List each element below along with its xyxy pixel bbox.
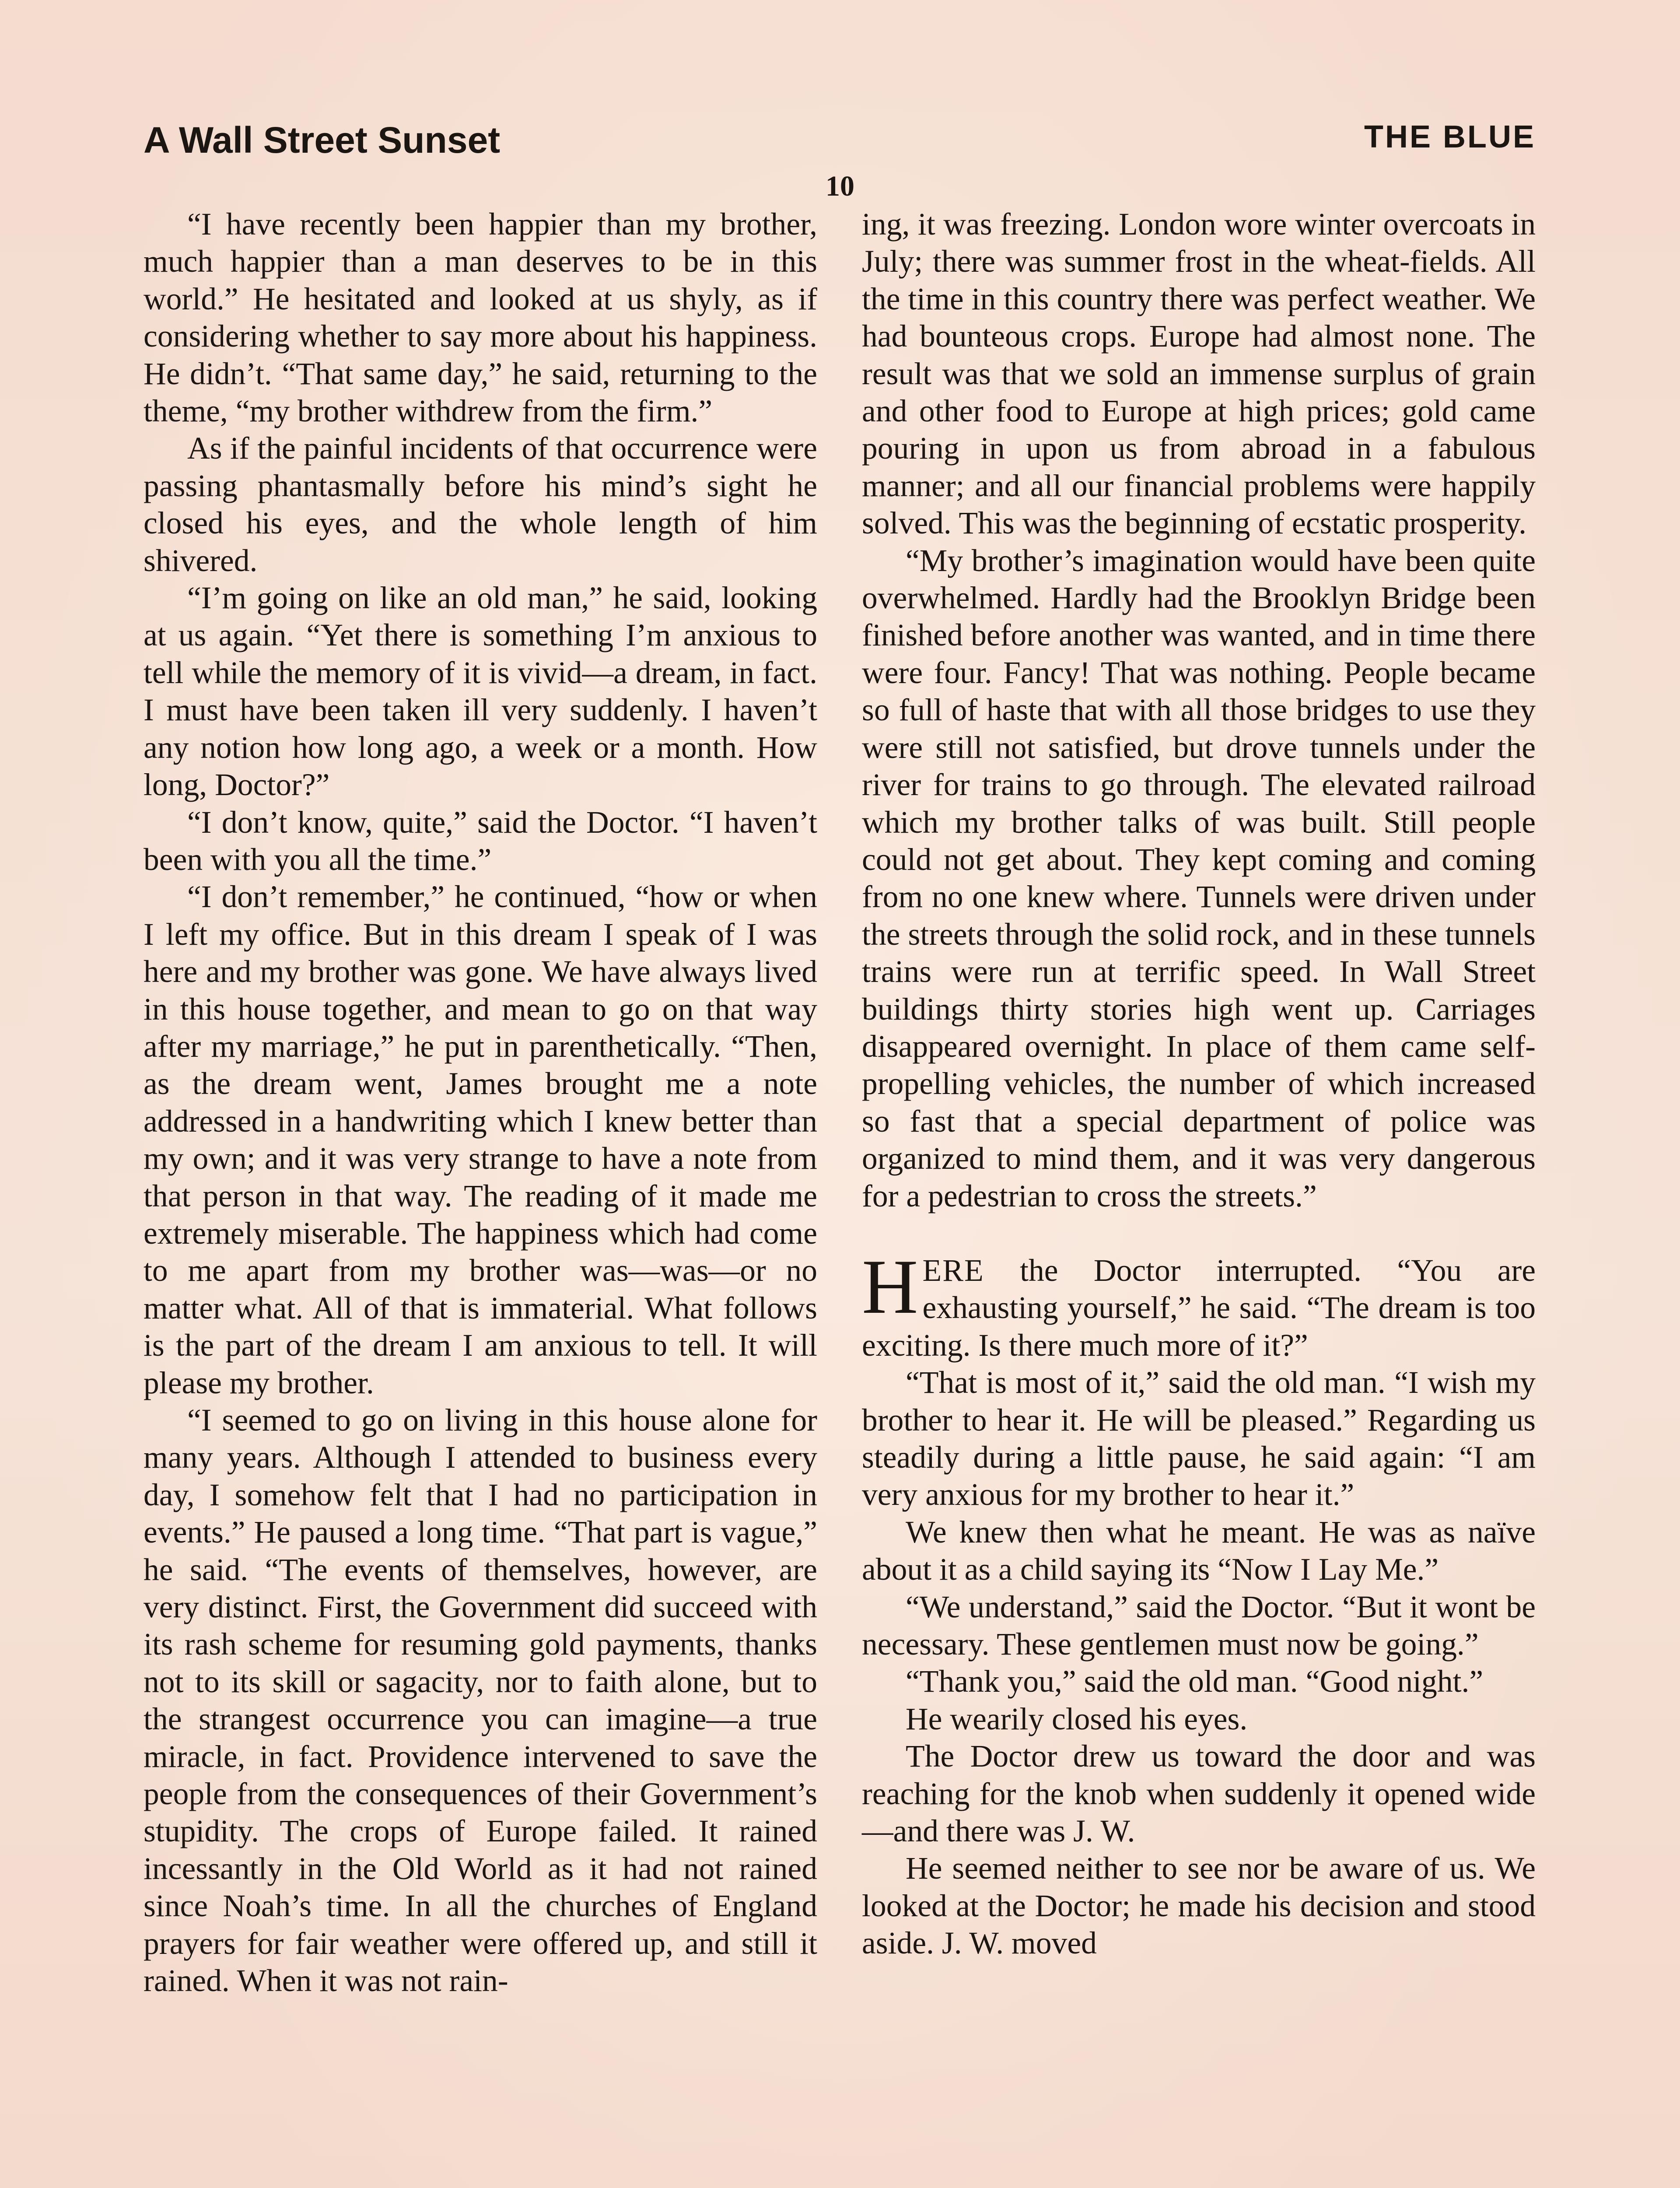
paragraph: We knew then what he meant. He was as naïve about it as a child saying its “Now I Lay Me.” [862,1515,1536,1587]
small-caps-lead: ERE [922,1253,984,1288]
paragraph: “I don’t know, quite,” said the Doctor. “I haven’t been with you all the time.” [144,805,817,877]
running-head [144,119,1536,167]
paragraph: “That is most of it,” said the old man. “I wish my brother to hear it. He will be pleased.” Regarding us steadily during a little pause, he said again: “I am very anxious for my brother to hear it.” [862,1365,1536,1512]
right-column [862,206,1536,1962]
paragraph: He seemed neither to see nor be aware of us. We looked at the Doctor; he made his decision and stood aside. J. W. moved [862,1851,1536,1961]
page-number: 10 [826,170,854,202]
paragraph: The Doctor drew us toward the door and was reaching for the knob when suddenly it opened wide—and there was J. W. [862,1739,1536,1849]
paragraph: “I seemed to go on living in this house alone for many years. Although I attended to business every day, I somehow felt that I had no participation in events.” He paused a long time. “That part is vague,” he said. “The events of themselves, however, are very distinct. First, the Government did succeed with its rash scheme for resuming gold payments, thanks not to its skill or sagacity, nor to faith alone, but to the strangest occurrence you can imagine—a true miracle, in fact. Providence intervened to save the people from the consequences of their Government’s stupidity. The crops of Europe failed. It rained incessantly in the Old World as it had not rained since Noah’s time. In all the churches of England prayers for fair weather were offered up, and still it rained. When it was not rain- [144,1403,817,1999]
paragraph: “I’m going on like an old man,” he said, looking at us again. “Yet there is something I’m anxious to tell while the memory of it is vivid—a dream, in fact. I must have been taken ill very suddenly. I haven’t any notion how long ago, a week or a month. How long, Doctor?” [144,581,817,803]
story-title: A Wall Street Sunset [144,119,500,161]
paragraph: ing, it was freezing. London wore winter overcoats in July; there was summer frost in the wheat-fields. All the time in this country there was perfect weather. We had bounteous crops. Europe had almost none. The result was that we sold an immense surplus of grain and other food to Europe at high prices; gold came pouring in upon us from abroad in a fabulous manner; and all our financial problems were happily solved. This was the beginning of ecstatic prosperity. [862,207,1536,541]
left-column [144,206,817,2000]
paragraph: “I don’t remember,” he continued, “how or when I left my office. But in this dream I speak of I was here and my brother was gone. We have always lived in this house together, and mean to go on that way after my marriage,” he put in parenthetically. “Then, as the dream went, James brought me a note addressed in a handwriting which I knew better than my own; and it was very strange to have a note from that person in that way. The reading of it made me extremely miserable. The happiness which had come to me apart from my brother was—was—or no matter what. All of that is immaterial. What follows is the part of the dream I am anxious to tell. It will please my brother. [144,880,817,1400]
paragraph: “Thank you,” said the old man. “Good night.” [906,1664,1484,1699]
paragraph: “We understand,” said the Doctor. “But it wont be necessary. These gentlemen must now be going.” [862,1589,1536,1662]
paragraph-text: the Doctor interrupted. “You are exhausting yourself,” he said. “The dream is too exciting. Is there much more of it?” [862,1253,1536,1363]
paragraph: “My brother’s imagination would have been quite overwhelmed. Hardly had the Brooklyn Bridge been finished before another was wanted, and in time there were four. Fancy! That was nothing. People became so full of haste that with all those bridges to use they were still not satisfied, but drove tunnels under the river for trains to go through. The elevated railroad which my brother talks of was built. Still people could not get about. They kept coming and coming from no one knew where. Tunnels were driven under the streets through the solid rock, and in these tunnels trains were run at terrific speed. In Wall Street buildings thirty stories high went up. Carriages disappeared overnight. In place of them came self-propelling vehicles, the number of which increased so fast that a special department of police was organized to mind them, and it was very dangerous for a pedestrian to cross the streets.” [862,543,1536,1213]
magazine-name: THE BLUE [1364,119,1536,154]
paragraph: He wearily closed his eyes. [906,1701,1248,1736]
paragraph: “I have recently been happier than my brother, much happier than a man deserves to be in this world.” He hesitated and looked at us shyly, as if considering whether to say more about his happiness. He didn’t. “That same day,” he said, returning to the theme, “my brother withdrew from the firm.” [144,207,817,429]
section-start-paragraph [862,1243,1536,1364]
drop-cap: H [862,1243,918,1330]
paragraph: As if the painful incidents of that occurrence were passing phantasmally before his mind’s sight he closed his eyes, and the whole length of him shivered. [144,431,817,578]
